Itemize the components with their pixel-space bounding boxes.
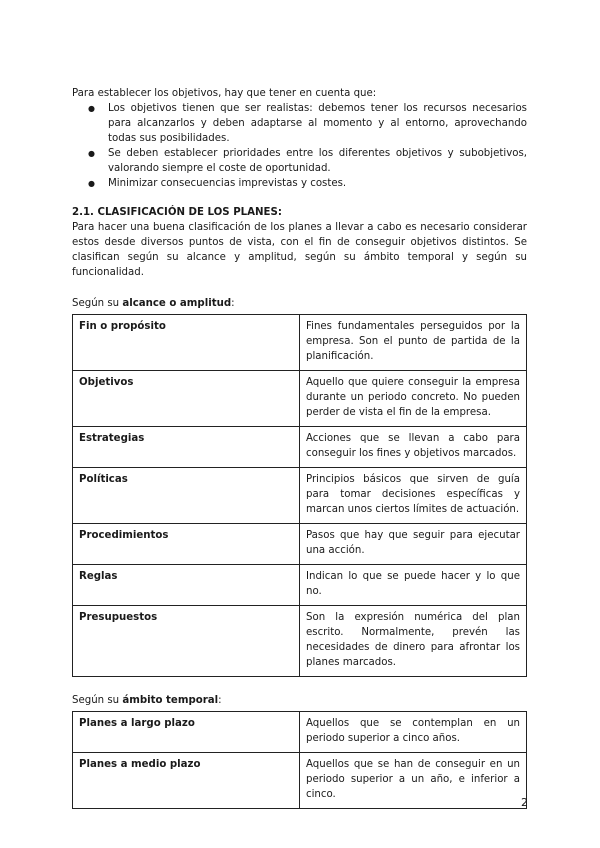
list-item: ● Los objetivos tienen que ser realistas: debemos tener los recursos necesarios para alcanzarlos y deben adaptarse al momento y al entorno, aprovechando todas sus posibilidades.	[72, 101, 527, 146]
list-item: ● Minimizar consecuencias imprevistas y costes.	[72, 176, 527, 191]
table-row	[73, 565, 527, 606]
page-number: 2	[521, 796, 528, 809]
caption-suffix: :	[218, 695, 222, 706]
table-row	[73, 427, 527, 468]
row-label: Reglas	[73, 565, 300, 606]
row-label: Planes a medio plazo	[73, 753, 300, 809]
row-description: Principios básicos que sirven de guía para tomar decisiones específicas y marcan unos ciertos límites de actuación.	[300, 468, 527, 524]
table2-caption	[72, 693, 527, 708]
row-description: Aquello que quiere conseguir la empresa durante un periodo concreto. No pueden perder de vista el fin de la empresa.	[300, 371, 527, 427]
row-label: Políticas	[73, 468, 300, 524]
row-label: Fin o propósito	[73, 315, 300, 371]
row-label: Procedimientos	[73, 524, 300, 565]
table-row	[73, 606, 527, 677]
row-description: Acciones que se llevan a cabo para conseguir los fines y objetivos marcados.	[300, 427, 527, 468]
table-row	[73, 468, 527, 524]
row-label: Estrategias	[73, 427, 300, 468]
table-row	[73, 753, 527, 809]
caption-prefix: Según su	[72, 298, 123, 309]
section-heading: 2.1. CLASIFICACIÓN DE LOS PLANES:	[72, 207, 282, 218]
table-row	[73, 712, 527, 753]
row-label: Planes a largo plazo	[73, 712, 300, 753]
intro-paragraph: Para establecer los objetivos, hay que tener en cuenta que:	[72, 88, 377, 99]
row-description: Indican lo que se puede hacer y lo que no.	[300, 565, 527, 606]
caption-bold: alcance o amplitud	[122, 298, 232, 309]
row-description: Son la expresión numérica del plan escrito. Normalmente, prevén las necesidades de dinero para afrontar los planes marcados.	[300, 606, 527, 677]
list-item: ● Se deben establecer prioridades entre los diferentes objetivos y subobjetivos, valorando siempre el coste de oportunidad.	[72, 146, 527, 176]
objectives-list	[72, 101, 527, 191]
row-description: Pasos que hay que seguir para ejecutar una acción.	[300, 524, 527, 565]
row-label: Objetivos	[73, 371, 300, 427]
table-row	[73, 371, 527, 427]
document-page	[72, 86, 527, 809]
row-label: Presupuestos	[73, 606, 300, 677]
scope-table	[72, 314, 527, 677]
caption-suffix: :	[231, 298, 235, 309]
row-description: Aquellos que se contemplan en un periodo superior a cinco años.	[300, 712, 527, 753]
section-paragraph: Para hacer una buena clasificación de los planes a llevar a cabo es necesario considerar estos desde diversos puntos de vista, con el fin de conseguir objetivos distintos. Se clasifican según su alcance y amplitud, según su ámbito temporal y según su funcionalidad.	[72, 222, 527, 278]
temporal-table	[72, 711, 527, 809]
row-description: Fines fundamentales perseguidos por la empresa. Son el punto de partida de la planificación.	[300, 315, 527, 371]
table1-caption	[72, 296, 527, 311]
caption-prefix: Según su	[72, 695, 123, 706]
table-row	[73, 524, 527, 565]
table-row	[73, 315, 527, 371]
row-description: Aquellos que se han de conseguir en un periodo superior a un año, e inferior a cinco.	[300, 753, 527, 809]
caption-bold: ámbito temporal	[122, 695, 219, 706]
